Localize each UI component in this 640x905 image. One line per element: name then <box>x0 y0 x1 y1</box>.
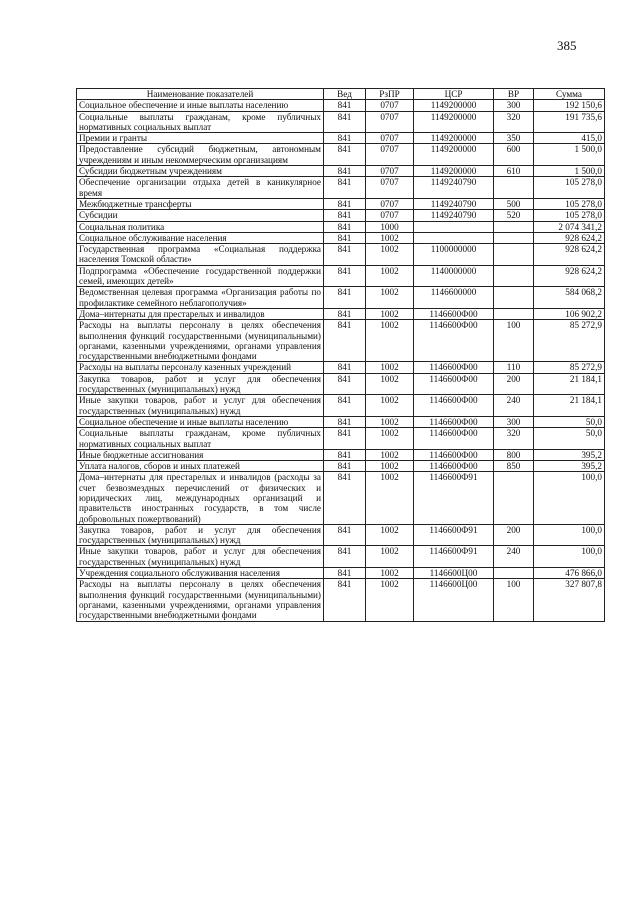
cell-sum: 192 150,6 <box>534 100 605 111</box>
table-row <box>77 579 605 621</box>
cell-ved: 841 <box>324 449 366 460</box>
cell-vr: 100 <box>494 579 534 621</box>
cell-ved: 841 <box>324 100 366 111</box>
cell-name: Субсидии бюджетным учреждениям <box>77 166 324 177</box>
cell-csr: 1100000000 <box>414 244 494 266</box>
cell-csr: 1149200000 <box>414 133 494 144</box>
table-row <box>77 568 605 579</box>
table-row <box>77 428 605 450</box>
cell-name: Государственная программа «Социальная поддержка населения Томской области» <box>77 244 324 266</box>
cell-sum: 584 068,2 <box>534 287 605 309</box>
table-row <box>77 287 605 309</box>
budget-table <box>76 88 605 622</box>
cell-vr: 200 <box>494 373 534 395</box>
cell-vr: 110 <box>494 362 534 373</box>
cell-rzpr: 1002 <box>366 265 414 287</box>
table-row <box>77 244 605 266</box>
cell-ved: 841 <box>324 210 366 221</box>
cell-ved: 841 <box>324 461 366 472</box>
cell-sum: 928 624,2 <box>534 244 605 266</box>
table-row <box>77 416 605 427</box>
table-row <box>77 133 605 144</box>
table-row <box>77 166 605 177</box>
cell-rzpr: 0707 <box>366 100 414 111</box>
cell-name: Расходы на выплаты персоналу в целях обеспечения выполнения функций государственными (муниципальными) органами, казенными учреждениями, органами управления государственными внебюджетными фондами <box>77 320 324 362</box>
cell-rzpr: 1002 <box>366 320 414 362</box>
cell-sum: 50,0 <box>534 416 605 427</box>
cell-rzpr: 1002 <box>366 232 414 243</box>
cell-vr: 350 <box>494 133 534 144</box>
cell-ved: 841 <box>324 524 366 546</box>
cell-csr: 1146600Ф00 <box>414 373 494 395</box>
cell-vr: 240 <box>494 395 534 417</box>
cell-vr <box>494 568 534 579</box>
cell-csr: 1146600Ф91 <box>414 546 494 568</box>
cell-vr: 300 <box>494 100 534 111</box>
cell-vr: 100 <box>494 320 534 362</box>
cell-csr: 1146600Ф91 <box>414 472 494 524</box>
cell-name: Дома–интернаты для престарелых и инвалидов <box>77 308 324 319</box>
cell-csr: 1146600Ц00 <box>414 568 494 579</box>
cell-name: Социальная политика <box>77 221 324 232</box>
cell-sum: 928 624,2 <box>534 265 605 287</box>
cell-vr: 600 <box>494 144 534 166</box>
cell-csr: 1149240790 <box>414 198 494 209</box>
cell-name: Ведомственная целевая программа «Организация работы по профилактике семейного неблагополучия» <box>77 287 324 309</box>
table-row <box>77 210 605 221</box>
cell-csr: 1146600Ф00 <box>414 320 494 362</box>
cell-csr: 1146600Ф00 <box>414 428 494 450</box>
cell-name: Иные закупки товаров, работ и услуг для обеспечения государственных (муниципальных) нужд <box>77 546 324 568</box>
header-vr: ВР <box>494 89 534 100</box>
cell-sum: 476 866,0 <box>534 568 605 579</box>
cell-ved: 841 <box>324 144 366 166</box>
cell-name: Уплата налогов, сборов и иных платежей <box>77 461 324 472</box>
cell-vr: 240 <box>494 546 534 568</box>
cell-name: Учреждения социального обслуживания населения <box>77 568 324 579</box>
table-row <box>77 449 605 460</box>
cell-csr: 1146600Ф91 <box>414 524 494 546</box>
cell-csr: 1140000000 <box>414 265 494 287</box>
cell-csr: 1149240790 <box>414 177 494 199</box>
cell-vr: 610 <box>494 166 534 177</box>
cell-rzpr: 0707 <box>366 198 414 209</box>
cell-sum: 105 278,0 <box>534 210 605 221</box>
header-rzpr: РзПР <box>366 89 414 100</box>
cell-vr <box>494 244 534 266</box>
cell-rzpr: 0707 <box>366 111 414 133</box>
cell-rzpr: 1002 <box>366 546 414 568</box>
cell-rzpr: 1002 <box>366 579 414 621</box>
cell-ved: 841 <box>324 373 366 395</box>
cell-ved: 841 <box>324 546 366 568</box>
cell-name: Дома–интернаты для престарелых и инвалидов (расходы за счет безвозмездных перечислений от физических и юридических лиц, международных организаций и правительств иностранных государств, в том числе добровольных пожертвований) <box>77 472 324 524</box>
cell-name: Предоставление субсидий бюджетным, автономным учреждениям и иным некоммерческим организациям <box>77 144 324 166</box>
cell-name: Закупка товаров, работ и услуг для обеспечения государственных (муниципальных) нужд <box>77 524 324 546</box>
cell-rzpr: 1002 <box>366 472 414 524</box>
table-row <box>77 395 605 417</box>
cell-name: Обеспечение организации отдыха детей в каникулярное время <box>77 177 324 199</box>
cell-ved: 841 <box>324 395 366 417</box>
cell-rzpr: 1002 <box>366 362 414 373</box>
cell-rzpr: 0707 <box>366 144 414 166</box>
cell-name: Социальное обеспечение и иные выплаты населению <box>77 100 324 111</box>
table-row <box>77 198 605 209</box>
cell-rzpr: 1002 <box>366 524 414 546</box>
cell-vr <box>494 232 534 243</box>
cell-sum: 327 807,8 <box>534 579 605 621</box>
table-row <box>77 221 605 232</box>
cell-csr: 1146600Ф00 <box>414 362 494 373</box>
table-row <box>77 320 605 362</box>
cell-csr: 1149200000 <box>414 111 494 133</box>
cell-vr <box>494 221 534 232</box>
cell-sum: 1 500,0 <box>534 144 605 166</box>
cell-rzpr: 0707 <box>366 177 414 199</box>
cell-name: Социальные выплаты гражданам, кроме публичных нормативных социальных выплат <box>77 111 324 133</box>
cell-vr <box>494 308 534 319</box>
cell-vr: 200 <box>494 524 534 546</box>
cell-name: Расходы на выплаты персоналу казенных учреждений <box>77 362 324 373</box>
cell-sum: 21 184,1 <box>534 395 605 417</box>
table-row <box>77 232 605 243</box>
cell-ved: 841 <box>324 320 366 362</box>
cell-sum: 21 184,1 <box>534 373 605 395</box>
cell-ved: 841 <box>324 579 366 621</box>
cell-sum: 50,0 <box>534 428 605 450</box>
cell-name: Социальное обслуживание населения <box>77 232 324 243</box>
cell-name: Иные бюджетные ассигнования <box>77 449 324 460</box>
cell-rzpr: 1002 <box>366 568 414 579</box>
cell-sum: 105 278,0 <box>534 177 605 199</box>
page-number: 385 <box>557 38 577 53</box>
cell-csr: 1149200000 <box>414 166 494 177</box>
cell-csr: 1146600Ф00 <box>414 449 494 460</box>
cell-vr <box>494 265 534 287</box>
header-sum: Сумма <box>534 89 605 100</box>
cell-ved: 841 <box>324 166 366 177</box>
cell-vr <box>494 177 534 199</box>
cell-vr: 320 <box>494 428 534 450</box>
header-csr: ЦСР <box>414 89 494 100</box>
cell-ved: 841 <box>324 428 366 450</box>
cell-sum: 1 500,0 <box>534 166 605 177</box>
cell-ved: 841 <box>324 244 366 266</box>
cell-rzpr: 0707 <box>366 210 414 221</box>
cell-csr <box>414 232 494 243</box>
table-row <box>77 100 605 111</box>
cell-name: Социальное обеспечение и иные выплаты населению <box>77 416 324 427</box>
cell-ved: 841 <box>324 287 366 309</box>
cell-vr: 320 <box>494 111 534 133</box>
cell-ved: 841 <box>324 362 366 373</box>
cell-vr: 500 <box>494 198 534 209</box>
cell-name: Закупка товаров, работ и услуг для обеспечения государственных (муниципальных) нужд <box>77 373 324 395</box>
cell-csr: 1146600000 <box>414 287 494 309</box>
cell-ved: 841 <box>324 308 366 319</box>
cell-csr: 1149200000 <box>414 100 494 111</box>
cell-rzpr: 1002 <box>366 428 414 450</box>
cell-csr: 1146600Ф00 <box>414 416 494 427</box>
table-row <box>77 524 605 546</box>
cell-sum: 85 272,9 <box>534 362 605 373</box>
cell-ved: 841 <box>324 133 366 144</box>
cell-name: Социальные выплаты гражданам, кроме публичных нормативных социальных выплат <box>77 428 324 450</box>
cell-rzpr: 1002 <box>366 395 414 417</box>
cell-sum: 191 735,6 <box>534 111 605 133</box>
cell-vr <box>494 472 534 524</box>
table-row <box>77 308 605 319</box>
cell-vr: 800 <box>494 449 534 460</box>
cell-ved: 841 <box>324 111 366 133</box>
header-name: Наименование показателей <box>77 89 324 100</box>
cell-sum: 395,2 <box>534 449 605 460</box>
cell-name: Подпрограмма «Обеспечение государственной поддержки семей, имеющих детей» <box>77 265 324 287</box>
cell-csr <box>414 221 494 232</box>
cell-name: Субсидии <box>77 210 324 221</box>
cell-ved: 841 <box>324 221 366 232</box>
table-body <box>77 100 605 621</box>
cell-sum: 928 624,2 <box>534 232 605 243</box>
cell-rzpr: 1002 <box>366 308 414 319</box>
cell-rzpr: 0707 <box>366 133 414 144</box>
cell-ved: 841 <box>324 265 366 287</box>
cell-vr: 300 <box>494 416 534 427</box>
cell-csr: 1146600Ф00 <box>414 308 494 319</box>
cell-sum: 85 272,9 <box>534 320 605 362</box>
cell-rzpr: 0707 <box>366 166 414 177</box>
cell-ved: 841 <box>324 416 366 427</box>
cell-csr: 1149240790 <box>414 210 494 221</box>
cell-ved: 841 <box>324 472 366 524</box>
table-row <box>77 373 605 395</box>
cell-rzpr: 1002 <box>366 416 414 427</box>
cell-rzpr: 1002 <box>366 373 414 395</box>
cell-sum: 100,0 <box>534 524 605 546</box>
cell-ved: 841 <box>324 232 366 243</box>
cell-rzpr: 1002 <box>366 461 414 472</box>
cell-csr: 1149200000 <box>414 144 494 166</box>
table-row <box>77 265 605 287</box>
cell-ved: 841 <box>324 177 366 199</box>
cell-rzpr: 1002 <box>366 244 414 266</box>
cell-rzpr: 1000 <box>366 221 414 232</box>
table-row <box>77 546 605 568</box>
cell-vr <box>494 287 534 309</box>
cell-csr: 1146600Ф00 <box>414 461 494 472</box>
cell-name: Межбюджетные трансферты <box>77 198 324 209</box>
cell-sum: 106 902,2 <box>534 308 605 319</box>
cell-name: Иные закупки товаров, работ и услуг для обеспечения государственных (муниципальных) нужд <box>77 395 324 417</box>
cell-sum: 100,0 <box>534 546 605 568</box>
cell-name: Расходы на выплаты персоналу в целях обеспечения выполнения функций государственными (муниципальными) органами, казенными учреждениями, органами управления государственными внебюджетными фондами <box>77 579 324 621</box>
table-row <box>77 472 605 524</box>
table-row <box>77 144 605 166</box>
table-row <box>77 461 605 472</box>
cell-sum: 415,0 <box>534 133 605 144</box>
cell-csr: 1146600Ц00 <box>414 579 494 621</box>
cell-sum: 105 278,0 <box>534 198 605 209</box>
header-ved: Вед <box>324 89 366 100</box>
cell-ved: 841 <box>324 198 366 209</box>
cell-rzpr: 1002 <box>366 449 414 460</box>
table-row <box>77 111 605 133</box>
cell-sum: 395,2 <box>534 461 605 472</box>
table-header-row <box>77 89 605 100</box>
table-row <box>77 362 605 373</box>
cell-csr: 1146600Ф00 <box>414 395 494 417</box>
cell-sum: 2 074 341,2 <box>534 221 605 232</box>
table-row <box>77 177 605 199</box>
cell-name: Премии и гранты <box>77 133 324 144</box>
cell-vr: 520 <box>494 210 534 221</box>
cell-rzpr: 1002 <box>366 287 414 309</box>
cell-vr: 850 <box>494 461 534 472</box>
cell-ved: 841 <box>324 568 366 579</box>
cell-sum: 100,0 <box>534 472 605 524</box>
